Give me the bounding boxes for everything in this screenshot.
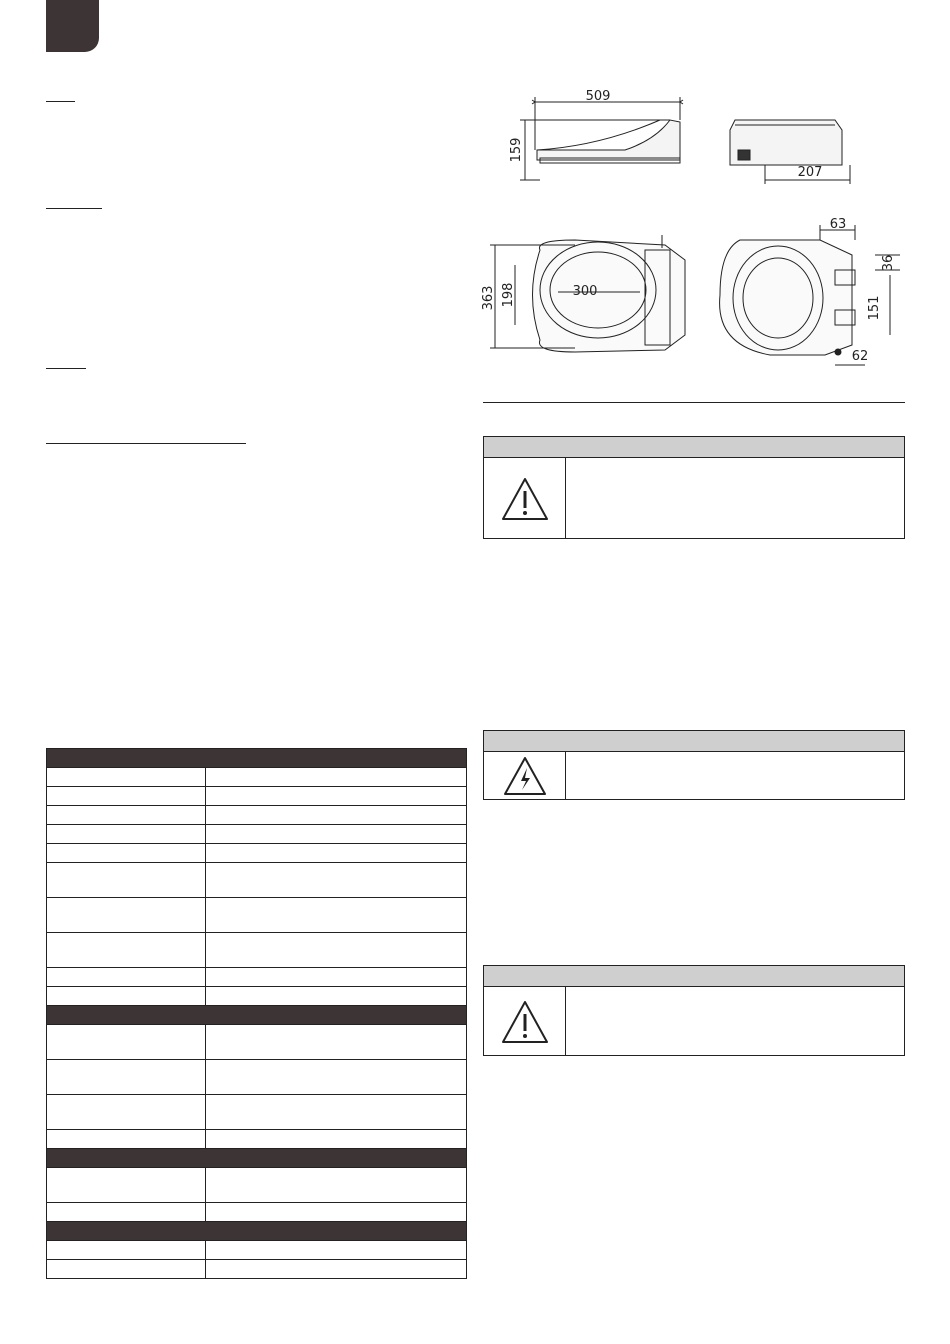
spec-value-cell: [206, 825, 467, 844]
spec-value-cell: [206, 844, 467, 863]
spec-value-cell: [206, 1241, 467, 1260]
spec-label-cell: [47, 806, 206, 825]
electric-hazard-icon: [484, 752, 566, 800]
spec-section-header-cell: [47, 1006, 467, 1025]
spec-label-cell: [47, 768, 206, 787]
dim-rear-width: 207: [797, 165, 823, 180]
specification-table: [46, 748, 467, 1279]
spec-row: [47, 1168, 467, 1203]
rear-view: [730, 120, 850, 184]
dimension-drawing: [480, 80, 920, 380]
spec-value-cell: [206, 1203, 467, 1222]
spec-value-cell: [206, 1095, 467, 1130]
spec-section-header: [47, 1006, 467, 1025]
bottom-view: [720, 225, 900, 365]
spec-label-cell: [47, 844, 206, 863]
section-heading-underline-3: [46, 368, 86, 369]
spec-row: [47, 933, 467, 968]
spec-label-cell: [47, 933, 206, 968]
spec-label-cell: [47, 1060, 206, 1095]
spec-label-cell: [47, 1025, 206, 1060]
spec-value-cell: [206, 987, 467, 1006]
dim-bottom-hinge-span: 151: [867, 295, 882, 321]
dim-top-length: 363: [481, 285, 496, 311]
spec-row: [47, 1060, 467, 1095]
spec-section-header: [47, 1222, 467, 1241]
spec-row: [47, 1025, 467, 1060]
warning-box-1: [483, 436, 905, 539]
spec-value-cell: [206, 768, 467, 787]
spec-label-cell: [47, 968, 206, 987]
section-divider: [483, 402, 905, 403]
spec-label-cell: [47, 787, 206, 806]
dim-bottom-offset-side: 36: [881, 254, 896, 272]
spec-row: [47, 1095, 467, 1130]
spec-row: [47, 968, 467, 987]
spec-label-cell: [47, 1130, 206, 1149]
spec-row: [47, 1130, 467, 1149]
warning-header: [484, 966, 904, 987]
spec-section-header-cell: [47, 1149, 467, 1168]
spec-row: [47, 787, 467, 806]
warning-header: [484, 437, 904, 458]
spec-section-header-cell: [47, 1222, 467, 1241]
spec-row: [47, 1241, 467, 1260]
dim-side-length: 509: [585, 89, 611, 104]
dim-bottom-offset-top: 63: [829, 217, 847, 232]
warning-header: [484, 731, 904, 752]
spec-label-cell: [47, 863, 206, 898]
spec-row: [47, 768, 467, 787]
section-heading-underline-1: [46, 101, 75, 102]
caution-triangle-icon: [484, 987, 566, 1056]
spec-label-cell: [47, 1241, 206, 1260]
dim-bottom-offset-bottom: 62: [851, 349, 869, 364]
spec-label-cell: [47, 898, 206, 933]
spec-row: [47, 898, 467, 933]
spec-label-cell: [47, 1168, 206, 1203]
caution-triangle-icon: [484, 458, 566, 539]
spec-value-cell: [206, 933, 467, 968]
dim-top-inner-length: 198: [501, 282, 516, 308]
spec-row: [47, 844, 467, 863]
spec-section-header: [47, 1149, 467, 1168]
spec-row: [47, 987, 467, 1006]
page-tab-marker: [46, 0, 99, 52]
spec-label-cell: [47, 987, 206, 1006]
side-view: [520, 97, 683, 180]
warning-box-2: [483, 730, 905, 800]
spec-label-cell: [47, 1203, 206, 1222]
dim-top-inner-width: 300: [572, 284, 598, 299]
section-heading-underline-4: [46, 443, 246, 444]
spec-value-cell: [206, 1025, 467, 1060]
dim-side-height: 159: [509, 137, 524, 163]
spec-section-header-cell: [47, 749, 467, 768]
spec-value-cell: [206, 898, 467, 933]
spec-row: [47, 825, 467, 844]
spec-label-cell: [47, 1095, 206, 1130]
spec-value-cell: [206, 968, 467, 987]
spec-row: [47, 1260, 467, 1279]
section-heading-underline-2: [46, 208, 102, 209]
spec-value-cell: [206, 787, 467, 806]
warning-box-3: [483, 965, 905, 1056]
spec-row: [47, 863, 467, 898]
spec-value-cell: [206, 1130, 467, 1149]
spec-value-cell: [206, 863, 467, 898]
spec-value-cell: [206, 806, 467, 825]
spec-label-cell: [47, 825, 206, 844]
spec-value-cell: [206, 1168, 467, 1203]
spec-label-cell: [47, 1260, 206, 1279]
spec-value-cell: [206, 1060, 467, 1095]
spec-row: [47, 806, 467, 825]
spec-row: [47, 1203, 467, 1222]
spec-value-cell: [206, 1260, 467, 1279]
spec-section-header: [47, 749, 467, 768]
